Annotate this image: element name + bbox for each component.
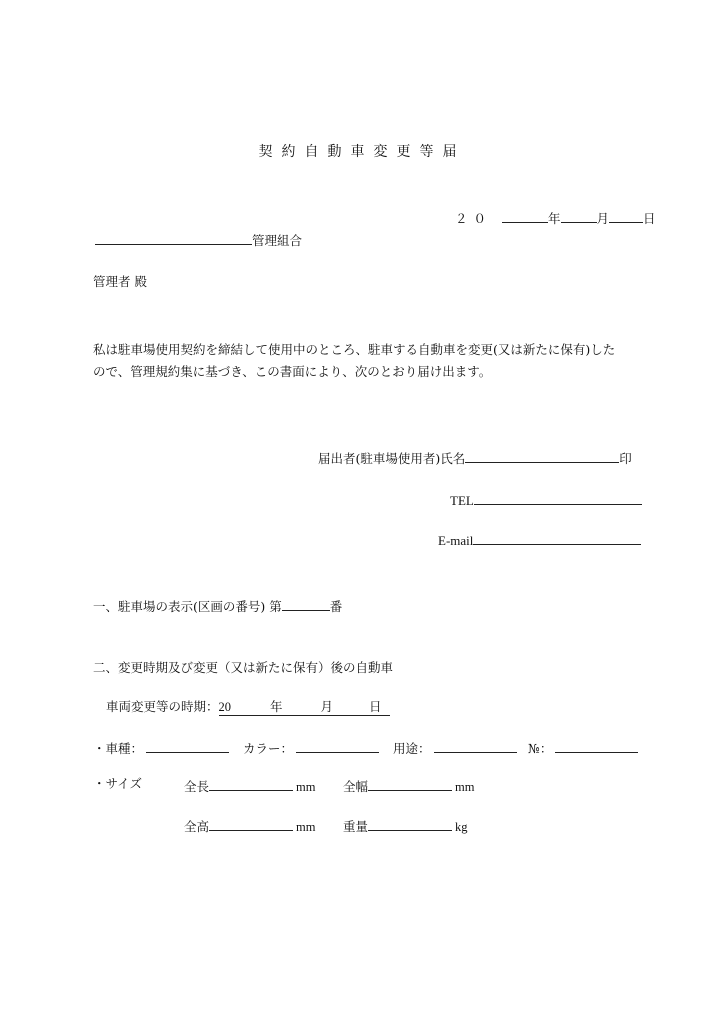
width-label: 全幅 [343, 779, 369, 794]
tel-field[interactable] [474, 492, 642, 505]
width-unit: mm [455, 780, 475, 794]
change-date-row [106, 701, 390, 716]
email-label: E-mail [438, 533, 474, 548]
height-field[interactable] [209, 818, 293, 831]
change-date-month: 月 [320, 699, 334, 714]
body-line-1: 私は駐車場使用契約を締結して使用中のところ、駐車する自動車を変更(又は新たに保有)した [93, 342, 616, 357]
association-suffix: 管理組合 [252, 233, 303, 248]
section-1-row [93, 598, 342, 614]
email-row [438, 532, 641, 548]
year-label: 年 [548, 211, 561, 226]
length-row [184, 778, 315, 794]
month-field[interactable] [561, 210, 597, 223]
body-paragraph [93, 339, 653, 383]
email-field[interactable] [473, 532, 641, 545]
section-2-heading: 二、変更時期及び変更（又は新たに保有）後の自動車 [93, 660, 394, 675]
height-unit: mm [296, 820, 316, 834]
tel-label: TEL [450, 493, 474, 508]
day-field[interactable] [609, 210, 643, 223]
weight-label: 重量 [343, 819, 369, 834]
number-field[interactable] [555, 740, 638, 753]
change-date-label: 車両変更等の時期： [106, 699, 219, 714]
change-date-prefix: 20 [218, 700, 232, 714]
date-line [455, 210, 656, 226]
vehicle-type-label: ・車種： [93, 741, 144, 756]
applicant-name-label: 届出者(駐車場使用者)氏名 [318, 451, 466, 466]
day-label: 日 [643, 211, 656, 226]
length-label: 全長 [184, 779, 210, 794]
usage-row [393, 740, 517, 756]
applicant-name-row [318, 450, 632, 466]
color-row [243, 740, 379, 756]
date-prefix: ２０ [455, 211, 493, 226]
usage-label: 用途： [393, 741, 431, 756]
color-label: カラー： [243, 741, 294, 756]
change-date-day: 日 [369, 699, 382, 714]
association-name-field[interactable] [95, 232, 252, 245]
section-1-suffix: 番 [329, 599, 343, 614]
association-line [95, 232, 302, 248]
change-date-year: 年 [270, 699, 283, 714]
height-label: 全高 [184, 819, 210, 834]
body-line-2: ので、管理規約集に基づき、この書面により、次のとおり届け出ます。 [93, 364, 492, 379]
length-field[interactable] [209, 778, 293, 791]
document-title: 契約自動車変更等届 [258, 144, 466, 160]
vehicle-type-field[interactable] [146, 740, 229, 753]
height-row [184, 818, 315, 834]
addressee: 管理者 殿 [93, 274, 147, 289]
size-label: ・サイズ [93, 776, 143, 791]
color-field[interactable] [296, 740, 379, 753]
year-field[interactable] [502, 210, 548, 223]
width-field[interactable] [368, 778, 452, 791]
width-row [343, 778, 474, 794]
tel-row [450, 492, 642, 508]
month-label: 月 [596, 211, 610, 226]
usage-field[interactable] [434, 740, 517, 753]
seal-label: 印 [619, 451, 632, 466]
number-label: №： [528, 741, 553, 756]
number-row [528, 740, 638, 756]
weight-row [343, 818, 468, 834]
parking-number-field[interactable] [282, 598, 330, 611]
change-date-field[interactable] [219, 701, 390, 716]
applicant-name-field[interactable] [465, 450, 619, 463]
weight-unit: kg [455, 820, 468, 834]
section-1-label: 一、駐車場の表示(区画の番号) 第 [93, 599, 282, 614]
length-unit: mm [296, 780, 316, 794]
weight-field[interactable] [368, 818, 452, 831]
vehicle-type-row [93, 740, 229, 756]
